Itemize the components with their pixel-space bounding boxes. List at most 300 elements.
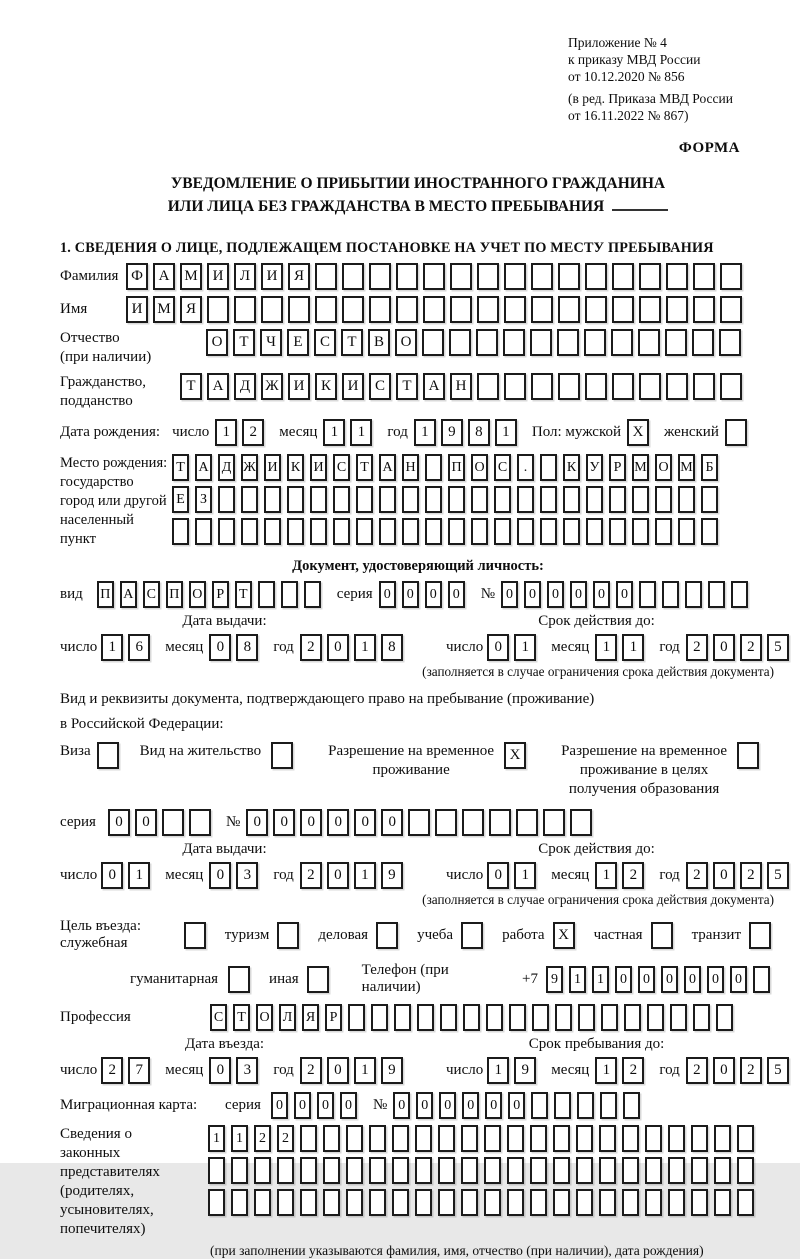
char-cell[interactable]: 0 [524, 581, 541, 608]
char-cell[interactable]: 1 [354, 634, 376, 661]
char-cell[interactable] [716, 1004, 733, 1031]
char-cell[interactable] [586, 486, 603, 513]
char-cell[interactable] [172, 518, 189, 545]
char-cell[interactable] [670, 1004, 687, 1031]
char-cell[interactable]: Т [341, 329, 363, 356]
char-cell[interactable] [720, 263, 742, 290]
char-cell[interactable]: 0 [209, 862, 231, 889]
char-cell[interactable]: 0 [616, 581, 633, 608]
char-cell[interactable] [477, 373, 499, 400]
char-cell[interactable] [422, 329, 444, 356]
char-cell[interactable] [586, 518, 603, 545]
char-cell[interactable]: 1 [350, 419, 372, 446]
char-cell[interactable] [578, 1004, 595, 1031]
char-cell[interactable]: 0 [271, 1092, 288, 1119]
char-cell[interactable] [584, 329, 606, 356]
char-cell[interactable]: 0 [135, 809, 157, 836]
char-cell[interactable] [231, 1157, 248, 1184]
char-cell[interactable] [622, 1157, 639, 1184]
char-cell[interactable] [450, 296, 472, 323]
char-cell[interactable]: 2 [740, 1057, 762, 1084]
char-cell[interactable]: 0 [273, 809, 295, 836]
char-cell[interactable] [287, 518, 304, 545]
char-cell[interactable]: С [314, 329, 336, 356]
char-cell[interactable]: Л [234, 263, 256, 290]
char-cell[interactable]: 5 [767, 862, 789, 889]
char-cell[interactable] [563, 518, 580, 545]
char-cell[interactable]: О [189, 581, 206, 608]
char-cell[interactable]: 0 [393, 1092, 410, 1119]
char-cell[interactable] [749, 922, 771, 949]
char-cell[interactable]: 1 [495, 419, 517, 446]
char-cell[interactable] [611, 329, 633, 356]
char-cell[interactable]: 8 [381, 634, 403, 661]
char-cell[interactable] [714, 1157, 731, 1184]
char-cell[interactable] [448, 518, 465, 545]
char-cell[interactable] [462, 809, 484, 836]
char-cell[interactable] [563, 486, 580, 513]
char-cell[interactable] [668, 1125, 685, 1152]
char-cell[interactable]: 3 [236, 862, 258, 889]
char-cell[interactable]: П [97, 581, 114, 608]
char-cell[interactable] [691, 1125, 708, 1152]
char-cell[interactable]: 1 [354, 1057, 376, 1084]
char-cell[interactable]: 0 [209, 1057, 231, 1084]
char-cell[interactable]: 1 [101, 634, 123, 661]
char-cell[interactable] [599, 1125, 616, 1152]
char-cell[interactable] [189, 809, 211, 836]
char-cell[interactable] [234, 296, 256, 323]
char-cell[interactable]: Б [701, 454, 718, 481]
char-cell[interactable]: Я [302, 1004, 319, 1031]
char-cell[interactable] [693, 373, 715, 400]
char-cell[interactable] [719, 329, 741, 356]
char-cell[interactable]: 1 [622, 634, 644, 661]
char-cell[interactable] [281, 581, 298, 608]
char-cell[interactable]: Т [235, 581, 252, 608]
char-cell[interactable] [195, 518, 212, 545]
char-cell[interactable] [254, 1189, 271, 1216]
char-cell[interactable]: Ч [260, 329, 282, 356]
char-cell[interactable]: 9 [514, 1057, 536, 1084]
char-cell[interactable]: Т [233, 1004, 250, 1031]
char-cell[interactable]: 0 [439, 1092, 456, 1119]
char-cell[interactable] [666, 263, 688, 290]
char-cell[interactable] [622, 1125, 639, 1152]
char-cell[interactable]: Н [450, 373, 472, 400]
char-cell[interactable] [425, 486, 442, 513]
char-cell[interactable]: 0 [354, 809, 376, 836]
char-cell[interactable] [609, 486, 626, 513]
char-cell[interactable] [507, 1125, 524, 1152]
char-cell[interactable] [639, 296, 661, 323]
char-cell[interactable]: А [207, 373, 229, 400]
char-cell[interactable] [554, 1092, 571, 1119]
char-cell[interactable]: 0 [425, 581, 442, 608]
char-cell[interactable]: О [471, 454, 488, 481]
char-cell[interactable] [369, 1189, 386, 1216]
char-cell[interactable] [599, 1157, 616, 1184]
char-cell[interactable] [570, 809, 592, 836]
char-cell[interactable]: 2 [622, 862, 644, 889]
char-cell[interactable] [737, 1189, 754, 1216]
char-cell[interactable]: 6 [128, 634, 150, 661]
char-cell[interactable]: 0 [638, 966, 655, 993]
char-cell[interactable]: 9 [381, 1057, 403, 1084]
char-cell[interactable] [612, 263, 634, 290]
char-cell[interactable] [708, 581, 725, 608]
char-cell[interactable]: 0 [707, 966, 724, 993]
char-cell[interactable]: 9 [441, 419, 463, 446]
char-cell[interactable] [425, 518, 442, 545]
char-cell[interactable]: 0 [381, 809, 403, 836]
char-cell[interactable] [725, 419, 747, 446]
char-cell[interactable]: 2 [622, 1057, 644, 1084]
char-cell[interactable] [509, 1004, 526, 1031]
char-cell[interactable] [402, 486, 419, 513]
char-cell[interactable] [461, 1189, 478, 1216]
char-cell[interactable]: 0 [300, 809, 322, 836]
char-cell[interactable] [651, 922, 673, 949]
char-cell[interactable] [346, 1125, 363, 1152]
char-cell[interactable]: 2 [101, 1057, 123, 1084]
char-cell[interactable] [315, 296, 337, 323]
char-cell[interactable] [576, 1157, 593, 1184]
char-cell[interactable]: 0 [327, 634, 349, 661]
char-cell[interactable] [494, 486, 511, 513]
char-cell[interactable]: 0 [327, 862, 349, 889]
char-cell[interactable] [323, 1189, 340, 1216]
char-cell[interactable]: О [395, 329, 417, 356]
char-cell[interactable] [638, 329, 660, 356]
char-cell[interactable] [612, 373, 634, 400]
char-cell[interactable]: Д [218, 454, 235, 481]
char-cell[interactable] [287, 486, 304, 513]
char-cell[interactable] [408, 809, 430, 836]
char-cell[interactable] [369, 1157, 386, 1184]
char-cell[interactable] [668, 1189, 685, 1216]
char-cell[interactable]: 3 [236, 1057, 258, 1084]
char-cell[interactable]: А [195, 454, 212, 481]
char-cell[interactable] [438, 1125, 455, 1152]
char-cell[interactable] [97, 742, 119, 769]
char-cell[interactable] [471, 518, 488, 545]
char-cell[interactable]: 5 [767, 1057, 789, 1084]
char-cell[interactable]: 2 [300, 1057, 322, 1084]
char-cell[interactable] [504, 296, 526, 323]
char-cell[interactable]: И [126, 296, 148, 323]
char-cell[interactable] [585, 373, 607, 400]
char-cell[interactable]: Т [233, 329, 255, 356]
char-cell[interactable] [277, 1157, 294, 1184]
char-cell[interactable] [208, 1189, 225, 1216]
char-cell[interactable]: П [166, 581, 183, 608]
char-cell[interactable]: С [143, 581, 160, 608]
char-cell[interactable]: 1 [208, 1125, 225, 1152]
char-cell[interactable]: 2 [740, 634, 762, 661]
char-cell[interactable]: 1 [592, 966, 609, 993]
char-cell[interactable]: Т [180, 373, 202, 400]
char-cell[interactable]: 1 [215, 419, 237, 446]
char-cell[interactable] [601, 1004, 618, 1031]
char-cell[interactable] [647, 1004, 664, 1031]
char-cell[interactable] [543, 809, 565, 836]
char-cell[interactable] [304, 581, 321, 608]
char-cell[interactable] [231, 1189, 248, 1216]
char-cell[interactable] [555, 1004, 572, 1031]
char-cell[interactable]: С [494, 454, 511, 481]
char-cell[interactable] [731, 581, 748, 608]
char-cell[interactable] [346, 1157, 363, 1184]
char-cell[interactable] [486, 1004, 503, 1031]
char-cell[interactable] [576, 1189, 593, 1216]
char-cell[interactable] [376, 922, 398, 949]
char-cell[interactable]: 0 [402, 581, 419, 608]
char-cell[interactable] [737, 742, 759, 769]
char-cell[interactable] [599, 1189, 616, 1216]
char-cell[interactable]: Т [396, 373, 418, 400]
char-cell[interactable] [438, 1189, 455, 1216]
char-cell[interactable]: Л [279, 1004, 296, 1031]
char-cell[interactable] [532, 1004, 549, 1031]
char-cell[interactable] [737, 1157, 754, 1184]
char-cell[interactable]: 0 [108, 809, 130, 836]
char-cell[interactable] [356, 518, 373, 545]
char-cell[interactable]: П [448, 454, 465, 481]
char-cell[interactable] [531, 296, 553, 323]
char-cell[interactable]: С [333, 454, 350, 481]
char-cell[interactable] [417, 1004, 434, 1031]
char-cell[interactable] [449, 329, 471, 356]
char-cell[interactable]: 0 [327, 1057, 349, 1084]
char-cell[interactable] [271, 742, 293, 769]
char-cell[interactable] [415, 1157, 432, 1184]
char-cell[interactable] [685, 581, 702, 608]
char-cell[interactable] [323, 1157, 340, 1184]
char-cell[interactable] [540, 518, 557, 545]
char-cell[interactable]: И [288, 373, 310, 400]
char-cell[interactable] [489, 809, 511, 836]
char-cell[interactable] [585, 296, 607, 323]
char-cell[interactable]: 0 [593, 581, 610, 608]
char-cell[interactable] [623, 1092, 640, 1119]
char-cell[interactable] [720, 296, 742, 323]
char-cell[interactable]: К [563, 454, 580, 481]
char-cell[interactable]: О [206, 329, 228, 356]
char-cell[interactable]: 0 [416, 1092, 433, 1119]
char-cell[interactable] [461, 922, 483, 949]
char-cell[interactable]: 0 [246, 809, 268, 836]
char-cell[interactable]: 2 [300, 862, 322, 889]
char-cell[interactable]: 0 [462, 1092, 479, 1119]
char-cell[interactable]: И [264, 454, 281, 481]
char-cell[interactable] [531, 1092, 548, 1119]
char-cell[interactable] [310, 486, 327, 513]
char-cell[interactable]: 0 [684, 966, 701, 993]
char-cell[interactable] [655, 518, 672, 545]
char-cell[interactable] [450, 263, 472, 290]
char-cell[interactable] [461, 1125, 478, 1152]
char-cell[interactable] [415, 1189, 432, 1216]
char-cell[interactable]: 2 [277, 1125, 294, 1152]
char-cell[interactable]: Ф [126, 263, 148, 290]
char-cell[interactable] [438, 1157, 455, 1184]
char-cell[interactable]: 8 [468, 419, 490, 446]
char-cell[interactable]: 2 [740, 862, 762, 889]
char-cell[interactable] [369, 263, 391, 290]
char-cell[interactable] [300, 1157, 317, 1184]
char-cell[interactable] [396, 263, 418, 290]
char-cell[interactable] [369, 1125, 386, 1152]
char-cell[interactable] [448, 486, 465, 513]
char-cell[interactable] [691, 1189, 708, 1216]
char-cell[interactable] [476, 329, 498, 356]
char-cell[interactable] [701, 486, 718, 513]
char-cell[interactable]: У [586, 454, 603, 481]
char-cell[interactable]: 1 [514, 862, 536, 889]
char-cell[interactable] [379, 518, 396, 545]
char-cell[interactable] [254, 1157, 271, 1184]
char-cell[interactable]: 0 [547, 581, 564, 608]
char-cell[interactable] [392, 1125, 409, 1152]
char-cell[interactable] [655, 486, 672, 513]
char-cell[interactable] [540, 486, 557, 513]
char-cell[interactable] [494, 518, 511, 545]
char-cell[interactable]: 5 [767, 634, 789, 661]
char-cell[interactable]: Р [325, 1004, 342, 1031]
char-cell[interactable]: 1 [128, 862, 150, 889]
char-cell[interactable]: 0 [379, 581, 396, 608]
char-cell[interactable] [531, 373, 553, 400]
char-cell[interactable] [531, 263, 553, 290]
char-cell[interactable]: 0 [713, 1057, 735, 1084]
char-cell[interactable] [440, 1004, 457, 1031]
char-cell[interactable] [668, 1157, 685, 1184]
char-cell[interactable] [693, 296, 715, 323]
char-cell[interactable]: 1 [569, 966, 586, 993]
char-cell[interactable] [622, 1189, 639, 1216]
char-cell[interactable]: X [553, 922, 575, 949]
char-cell[interactable] [184, 922, 206, 949]
char-cell[interactable]: Р [212, 581, 229, 608]
char-cell[interactable]: Д [234, 373, 256, 400]
char-cell[interactable]: 0 [317, 1092, 334, 1119]
char-cell[interactable]: 0 [615, 966, 632, 993]
char-cell[interactable]: М [180, 263, 202, 290]
char-cell[interactable] [371, 1004, 388, 1031]
char-cell[interactable] [415, 1125, 432, 1152]
char-cell[interactable] [577, 1092, 594, 1119]
char-cell[interactable] [609, 518, 626, 545]
char-cell[interactable]: 0 [101, 862, 123, 889]
char-cell[interactable] [720, 373, 742, 400]
char-cell[interactable] [553, 1157, 570, 1184]
char-cell[interactable]: 1 [514, 634, 536, 661]
char-cell[interactable]: И [342, 373, 364, 400]
char-cell[interactable] [241, 518, 258, 545]
char-cell[interactable] [207, 296, 229, 323]
char-cell[interactable]: А [153, 263, 175, 290]
char-cell[interactable] [530, 1125, 547, 1152]
char-cell[interactable] [558, 263, 580, 290]
char-cell[interactable] [553, 1189, 570, 1216]
char-cell[interactable]: Я [288, 263, 310, 290]
char-cell[interactable] [484, 1125, 501, 1152]
char-cell[interactable] [315, 263, 337, 290]
char-cell[interactable] [333, 518, 350, 545]
char-cell[interactable] [277, 1189, 294, 1216]
char-cell[interactable]: Я [180, 296, 202, 323]
char-cell[interactable]: 1 [595, 1057, 617, 1084]
char-cell[interactable]: X [627, 419, 649, 446]
char-cell[interactable]: 1 [231, 1125, 248, 1152]
char-cell[interactable]: . [517, 454, 534, 481]
char-cell[interactable] [665, 329, 687, 356]
char-cell[interactable]: О [655, 454, 672, 481]
char-cell[interactable]: Е [172, 486, 189, 513]
char-cell[interactable] [585, 263, 607, 290]
char-cell[interactable] [484, 1189, 501, 1216]
char-cell[interactable] [645, 1157, 662, 1184]
char-cell[interactable]: 1 [354, 862, 376, 889]
char-cell[interactable] [666, 296, 688, 323]
char-cell[interactable]: С [210, 1004, 227, 1031]
char-cell[interactable]: 0 [501, 581, 518, 608]
char-cell[interactable] [218, 486, 235, 513]
char-cell[interactable] [530, 329, 552, 356]
char-cell[interactable]: 8 [236, 634, 258, 661]
char-cell[interactable] [714, 1125, 731, 1152]
char-cell[interactable] [277, 922, 299, 949]
char-cell[interactable] [701, 518, 718, 545]
char-cell[interactable] [576, 1125, 593, 1152]
char-cell[interactable]: 0 [661, 966, 678, 993]
char-cell[interactable]: М [678, 454, 695, 481]
char-cell[interactable]: 0 [487, 634, 509, 661]
char-cell[interactable]: 0 [713, 862, 735, 889]
char-cell[interactable] [753, 966, 770, 993]
char-cell[interactable]: И [261, 263, 283, 290]
char-cell[interactable] [471, 486, 488, 513]
char-cell[interactable] [737, 1125, 754, 1152]
char-cell[interactable] [264, 518, 281, 545]
char-cell[interactable] [516, 809, 538, 836]
char-cell[interactable] [639, 373, 661, 400]
char-cell[interactable]: И [207, 263, 229, 290]
char-cell[interactable]: 0 [508, 1092, 525, 1119]
char-cell[interactable]: 2 [686, 634, 708, 661]
char-cell[interactable] [714, 1189, 731, 1216]
char-cell[interactable] [288, 296, 310, 323]
char-cell[interactable] [517, 486, 534, 513]
char-cell[interactable] [600, 1092, 617, 1119]
char-cell[interactable]: 0 [294, 1092, 311, 1119]
char-cell[interactable] [678, 486, 695, 513]
char-cell[interactable] [504, 263, 526, 290]
char-cell[interactable] [632, 518, 649, 545]
char-cell[interactable] [425, 454, 442, 481]
char-cell[interactable]: А [120, 581, 137, 608]
char-cell[interactable] [692, 329, 714, 356]
char-cell[interactable]: Н [402, 454, 419, 481]
char-cell[interactable] [639, 581, 656, 608]
char-cell[interactable]: 2 [686, 1057, 708, 1084]
char-cell[interactable] [639, 263, 661, 290]
char-cell[interactable]: 2 [254, 1125, 271, 1152]
char-cell[interactable] [507, 1157, 524, 1184]
char-cell[interactable] [503, 329, 525, 356]
char-cell[interactable]: 7 [128, 1057, 150, 1084]
